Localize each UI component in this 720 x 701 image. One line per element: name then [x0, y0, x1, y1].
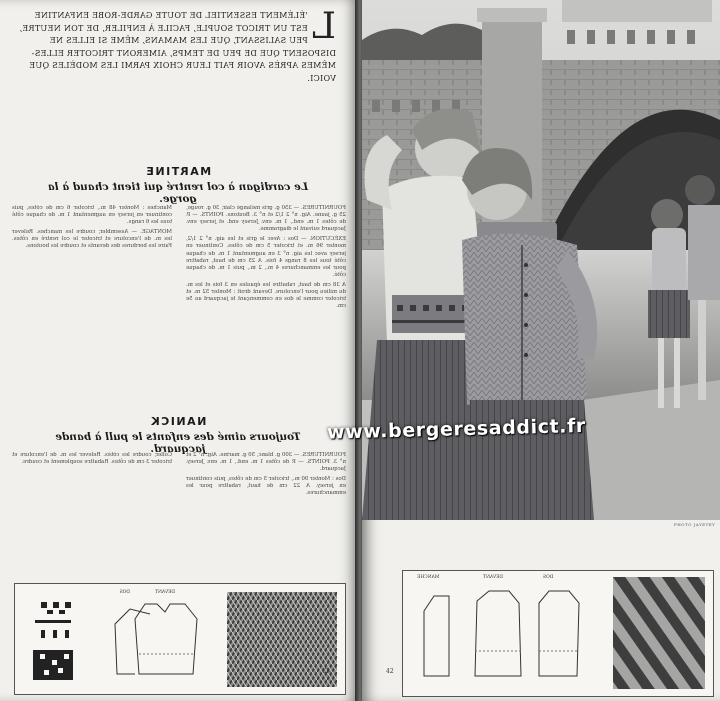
left-page-mirrored-content [0, 0, 358, 701]
martine-title: MARTINE [144, 165, 212, 178]
schematic-label: DOS [119, 590, 130, 595]
martine-paragraph: Manches : Monter 48 m., tricoter 6 cm de côtes, puis continuer en jersey en augmentant 1 m. de chaque côté tous les 6 rangs. [12, 205, 172, 226]
nanick-title: NANICK [149, 415, 207, 428]
nanick-paragraph: Dos : Monter 90 m., tricoter 5 cm de côtes, puis continuer en jersey. A 22 cm de haut, rabattre pour les emmanchures. [186, 476, 346, 497]
nanick-column-2 [12, 452, 172, 567]
intro-paragraph [18, 6, 336, 85]
nanick-paragraph: Coller, coudre les côtés. Relever les m. de l'encolure et tricoter 3 cm de côtes. Rabattre souplement et coudre. [12, 452, 172, 466]
intro-text: 'ÉLÉMENT ESSENTIEL DE TOUTE GARDE-ROBE ENFANTINE EST UN TRICOT SOUPLE, FACILE À ENFILER, DE TON NEUTRE, PEU SALISSANT, QUE LES MAMANS, MÊME SI ELLES NE DISPOSENT QUE DE PEU DE TEMPS, AIMERONT TRICOTER ELLES-MÊMES APRÈS AVOIR FAIT LEUR CHOIX PARMI LES MODÈLES QUE VOICI. [19, 11, 336, 83]
children-photograph [362, 0, 720, 520]
nanick-column-1 [186, 452, 346, 567]
schematic-label: DEVANT [154, 590, 175, 595]
martine-column-2 [12, 205, 172, 410]
martine-column-1 [186, 205, 346, 410]
nanick-subtitle: Toujours aimé des enfants le pull à bande jacquard. [55, 431, 301, 455]
watermark: www.bergeresaddict.fr [326, 414, 587, 444]
nanick-header [28, 415, 328, 455]
schematic-label: DEVANT [483, 575, 504, 580]
knit-swatch-image-right [613, 577, 705, 689]
martine-subtitle: Le cardigan à col rentré qui tient chaud à la gorge. [47, 181, 309, 205]
knit-swatch-image [227, 592, 337, 687]
jacquard-chart [33, 594, 73, 684]
martine-paragraph: EXÉCUTION. — Dos : Avec le gris et les aig. n° 2 1/2, monter 96 m. et tricoter 5 cm de côtes. Continuer en jersey avec les aig. n° 3 en augmentant 1 m. de chaque côté tous les 8 rangs 4 fois. A 25 cm de haut, rabattre pour les emmanchures 4 m., 2 m., puis 1 m. de chaque côté. [186, 236, 346, 278]
left-page [0, 0, 358, 701]
martine-paragraph: A 38 cm de haut, rabattre les épaules en 3 fois et les m. du milieu pour l'encolure. Devant droit : Monter 52 m. et tricoter comme le dos en commençant le jacquard au 5e cm. [186, 281, 346, 310]
garment-schematic-right [409, 581, 584, 686]
martine-paragraph: FOURNITURES. — 350 g. gris mélangé clair, 30 g. rouge, 25 g. jaune. Aig. n° 2 1/2 et n° 3. Boutons. POINTS. — P. de côtes 1 m. end., 1 m. env. Jersey end. et jersey env. Jacquard suivant le diagramme. [186, 205, 346, 233]
photo-credit: PHOTO JAYETEY [674, 522, 716, 527]
martine-header [28, 165, 328, 205]
page-number-right: 42 [386, 668, 394, 675]
schematic-label: DOS [543, 575, 554, 580]
drop-cap: L [311, 6, 336, 47]
pattern-panel-left [14, 583, 346, 695]
garment-schematic [105, 594, 205, 684]
schematic-label: MANCHE [417, 575, 440, 580]
page-number-left: 43 [322, 668, 330, 675]
nanick-paragraph: FOURNITURES. — 300 g. blanc, 50 g. marine. Aig. n° 2 et n° 3. POINTS. — P. de côtes 1 m. end., 1 m. env. Jersey. Jacquard. [186, 452, 346, 473]
right-page [362, 0, 720, 701]
pattern-panel-right [402, 570, 714, 697]
martine-paragraph: MONTAGE. — Assembler, coudre les manches. Relever les m. de l'encolure et tricoter le col rentré en côtes. Faire les bordures des devants et coudre les boutons. [12, 229, 172, 250]
